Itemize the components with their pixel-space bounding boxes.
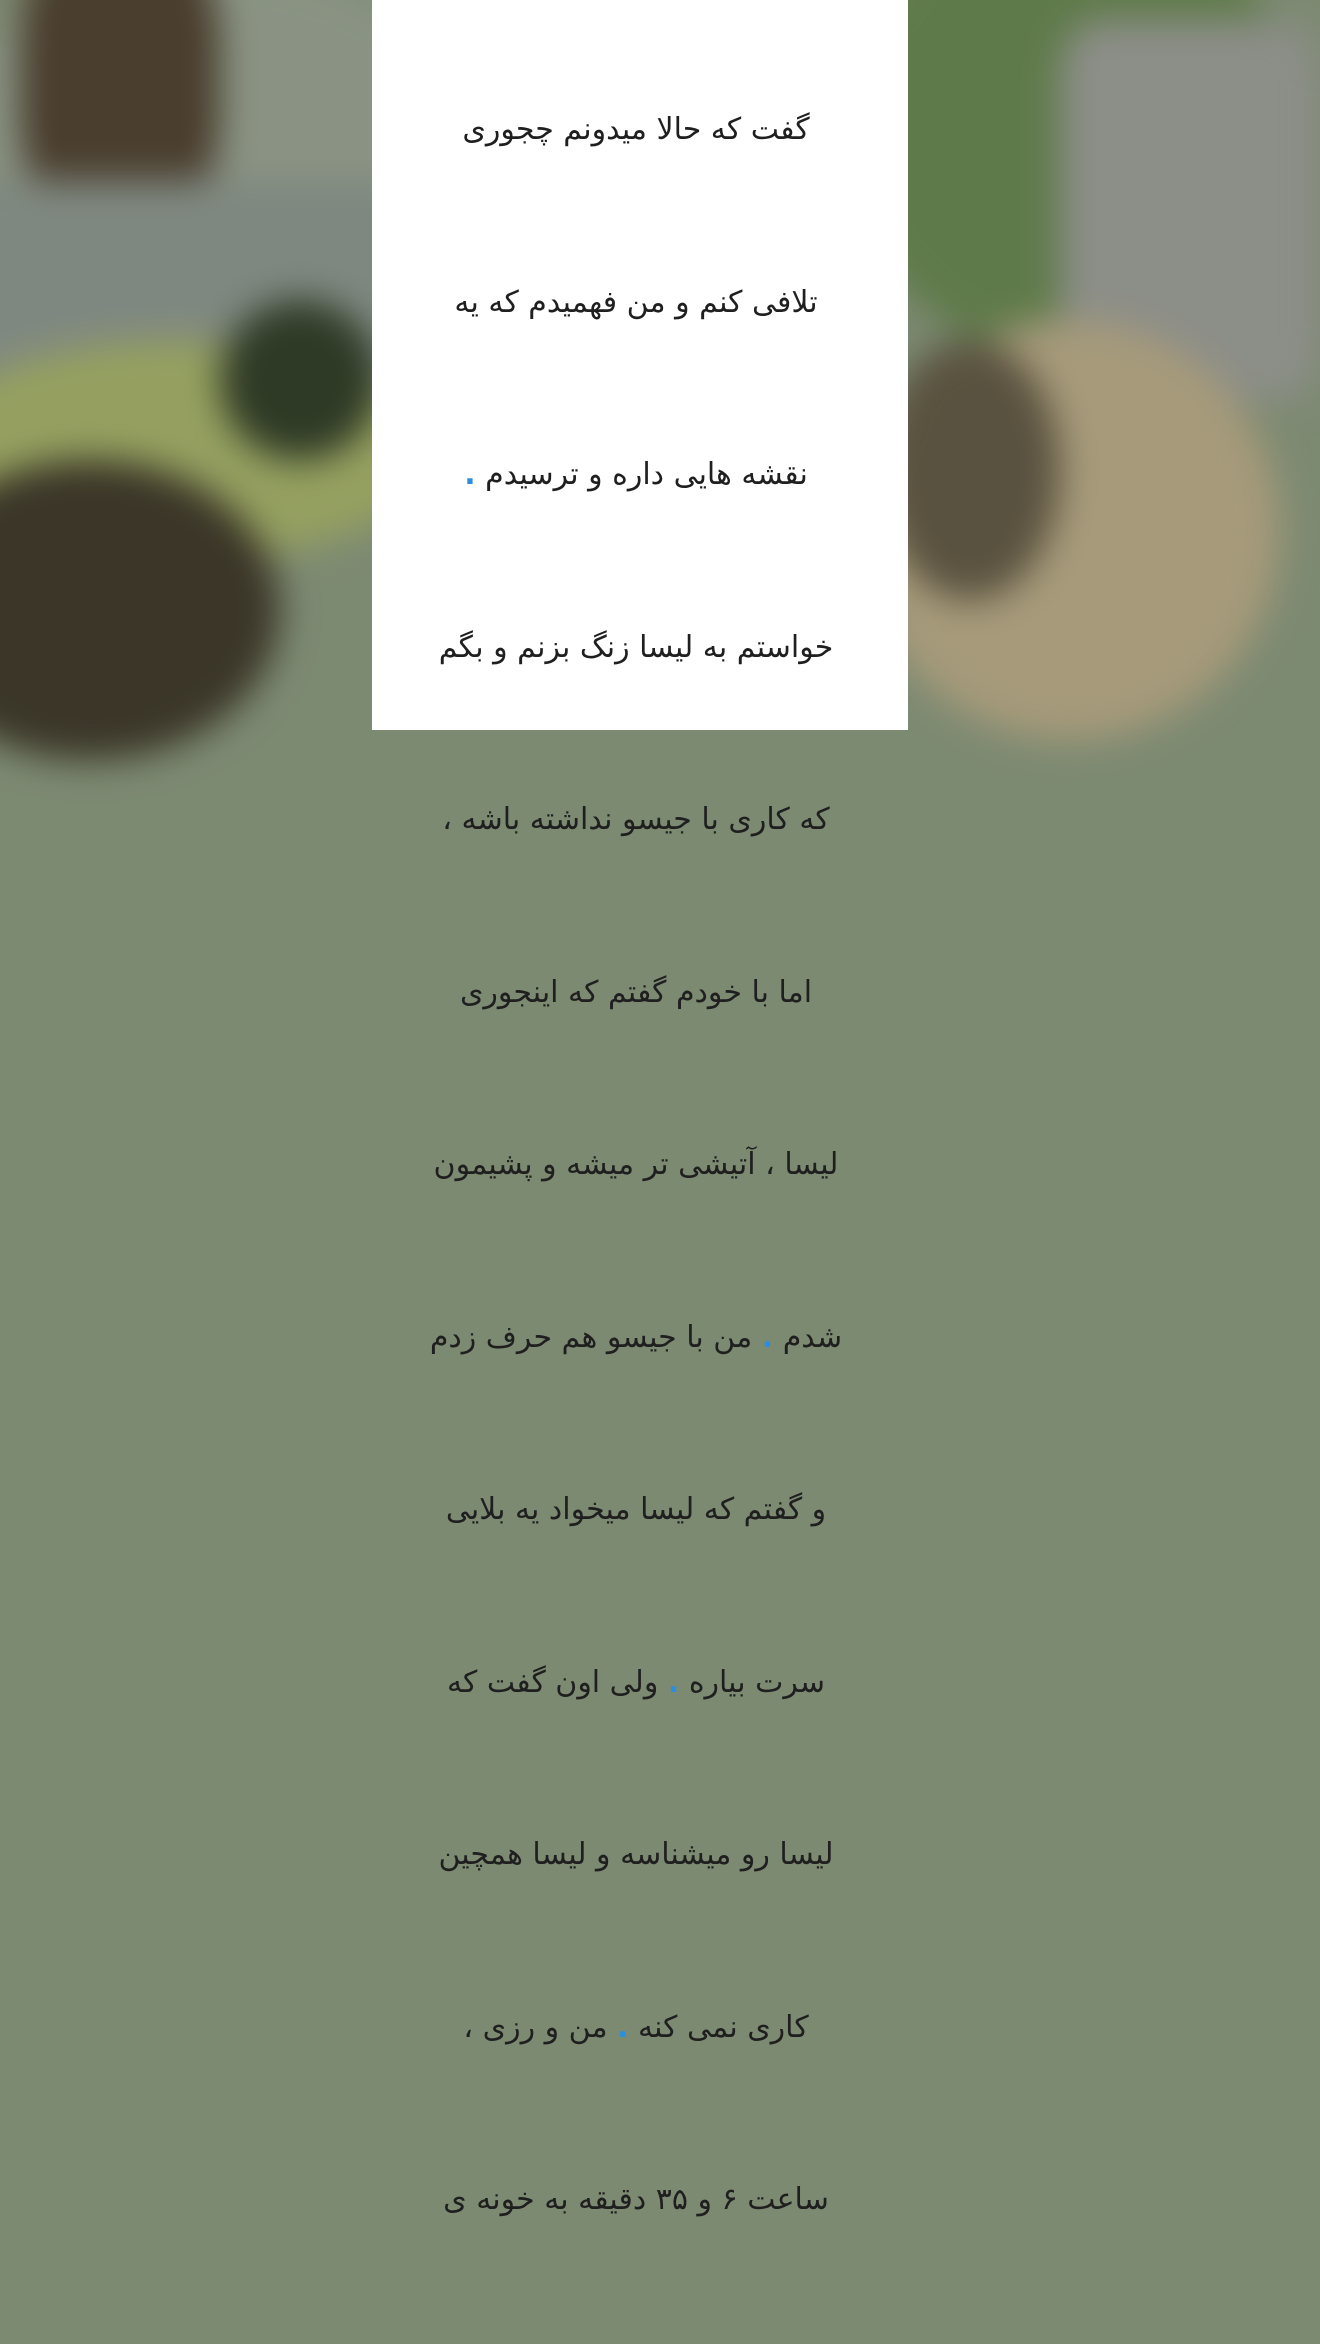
text-line-10 — [386, 1654, 886, 1712]
text-line-2 — [386, 274, 886, 332]
line-12-text-a: کاری نمی کنه — [638, 2009, 809, 2045]
text-line-11 — [386, 1826, 886, 1884]
story-text — [386, 0, 886, 2344]
line-8-text-a: شدم — [782, 1319, 843, 1355]
text-card — [372, 0, 908, 2217]
text-line-9 — [386, 1481, 886, 1539]
line-10-text-a: سرت بیاره — [688, 1664, 826, 1700]
text-line-12 — [386, 1999, 886, 2057]
line-3-text: نقشه هایی داره و ترسیدم — [485, 457, 808, 492]
period-mark: . — [617, 2009, 629, 2045]
text-line-8 — [386, 1309, 886, 1367]
period-mark: . — [464, 457, 476, 492]
line-4-text: خواستم به لیسا زنگ بزنم و بگم — [438, 629, 834, 665]
bg-dark-plant — [220, 300, 380, 460]
line-5-text: که کاری با جیسو نداشته باشه ، — [442, 802, 830, 837]
period-mark: . — [667, 1664, 680, 1700]
line-10-text-b: ولی اون گفت که — [446, 1664, 659, 1700]
line-6-text: اما با خودم گفتم که اینجوری — [459, 974, 813, 1010]
text-line-1 — [386, 101, 886, 159]
line-1-text: گفت که حالا میدونم چجوری — [462, 112, 810, 147]
line-2-text: تلافی کنم و من فهمیدم که یه — [454, 284, 818, 320]
line-11-text: لیسا رو میشناسه و لیسا همچین — [438, 1837, 834, 1872]
text-line-3 — [386, 446, 886, 504]
line-7-text: لیسا ، آتیشی تر میشه و پشیمون — [433, 1147, 839, 1182]
text-line-13 — [386, 2171, 886, 2229]
text-line-5 — [386, 791, 886, 849]
line-12-text-b: من و رزی ، — [463, 2009, 608, 2045]
period-mark: . — [761, 1319, 774, 1355]
line-9-text: و گفتم که لیسا میخواد یه بلایی — [445, 1492, 827, 1527]
line-13-text: ساعت ۶ و ۳۵ دقیقه به خونه ی — [443, 2182, 829, 2217]
line-8-text-b: من با جیسو هم حرف زدم — [429, 1319, 753, 1355]
text-line-6 — [386, 964, 886, 1022]
text-line-4 — [386, 619, 886, 677]
text-line-7 — [386, 1136, 886, 1194]
